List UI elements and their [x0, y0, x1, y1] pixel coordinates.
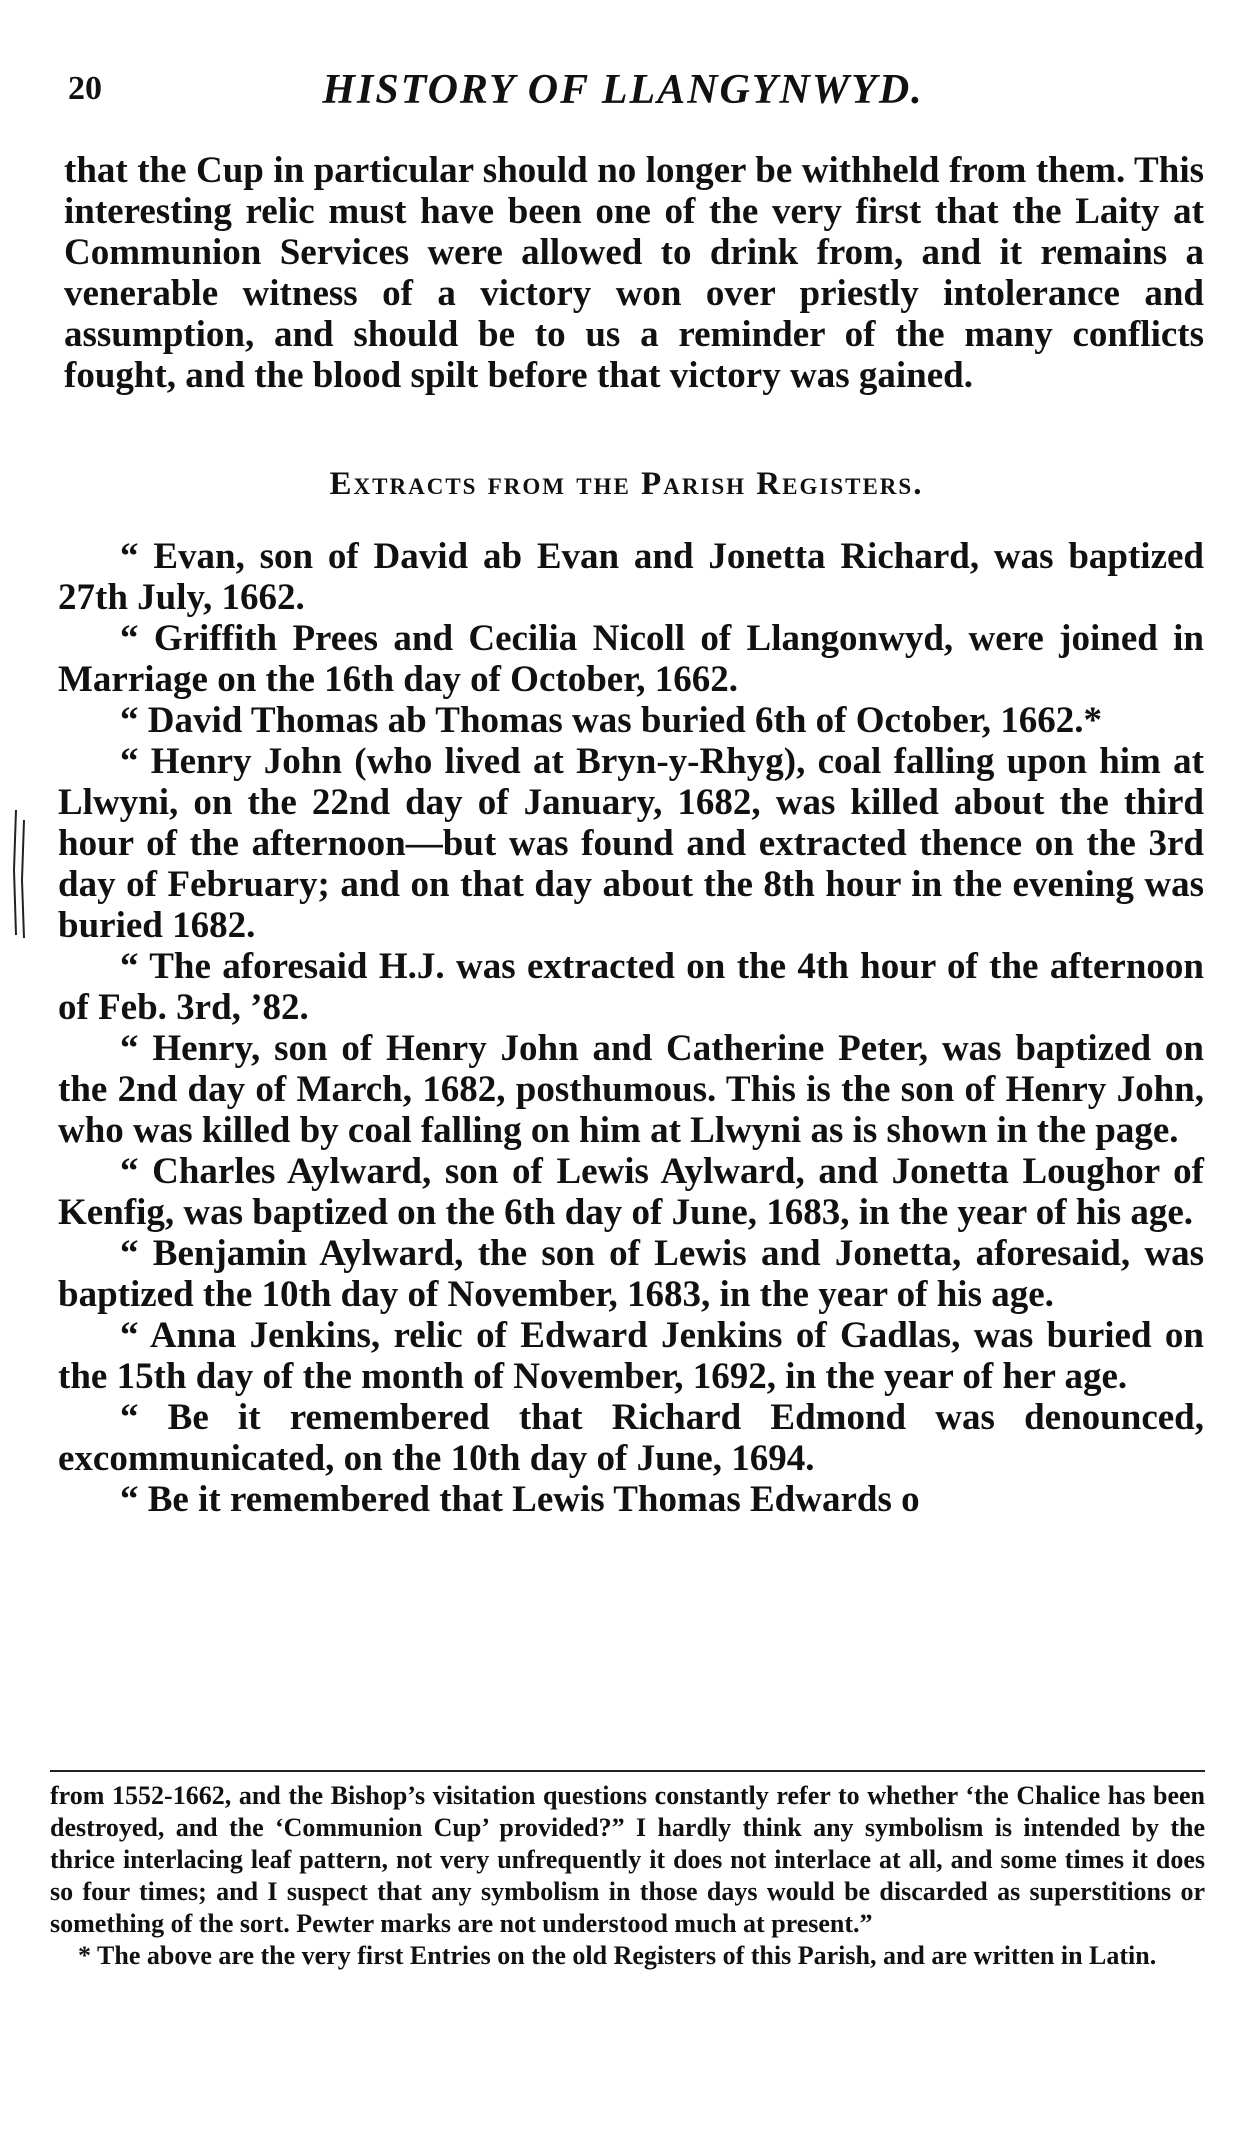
footnote-asterisk: * The above are the very first Entries on the old Registers of this Parish, and are written in Latin.	[78, 1941, 1157, 1970]
footnote-divider	[50, 1770, 1205, 1772]
footnotes	[50, 1780, 1205, 1972]
register-entry: “ David Thomas ab Thomas was buried 6th of October, 1662.*	[120, 700, 1103, 741]
margin-pencil-mark	[10, 810, 30, 940]
register-entry: “ Be it remembered that Lewis Thomas Edwards o	[120, 1479, 920, 1520]
register-extracts	[58, 536, 1204, 1520]
register-entry: “ Henry John (who lived at Bryn-y-Rhyg), coal falling upon him at Llwyni, on the 22nd day of January, 1682, was killed about the third hour of the afternoon—but was found and extracted thence on the 3rd day of February; and on that day about the 8th hour in the evening was buried 1682.	[58, 741, 1204, 946]
running-title: HISTORY OF LLANGYNWYD.	[322, 67, 924, 113]
register-entry: “ Evan, son of David ab Evan and Jonetta Richard, was baptized 27th July, 1662.	[58, 536, 1204, 618]
register-entry: “ Griffith Prees and Cecilia Nicoll of Llangonwyd, were joined in Marriage on the 16th day of October, 1662.	[58, 618, 1204, 700]
register-entry: “ Be it remembered that Richard Edmond was denounced, excommunicated, on the 10th day of June, 1694.	[58, 1397, 1204, 1479]
register-entry: “ Charles Aylward, son of Lewis Aylward, and Jonetta Loughor of Kenfig, was baptized on the 6th day of June, 1683, in the year of his age.	[58, 1151, 1204, 1233]
intro-paragraph-block	[64, 150, 1204, 396]
page-number: 20	[68, 70, 102, 107]
footnote-continued: from 1552-1662, and the Bishop’s visitation questions constantly refer to whether ‘the Chalice has been destroyed, and the ‘Communion Cup’ provided?” I hardly think any symbolism is intended by the thrice interlacing leaf pattern, not very unfrequently it does not interlace at all, and some times it does so four times; and I suspect that any symbolism in those days would be discarded as superstitions or something of the sort. Pewter marks are not understood much at present.”	[50, 1781, 1205, 1938]
register-entry: “ Anna Jenkins, relic of Edward Jenkins of Gadlas, was buried on the 15th day of the month of November, 1692, in the year of her age.	[58, 1315, 1204, 1397]
intro-paragraph: that the Cup in particular should no longer be withheld from them. This interesting relic must have been one of the very first that the Laity at Communion Services were allowed to drink from, and it remains a venerable witness of a victory won over priestly intolerance and assumption, and should be to us a reminder of the many conflicts fought, and the blood spilt before that victory was gained.	[64, 150, 1204, 396]
page-header	[68, 66, 1178, 116]
register-entry: “ Benjamin Aylward, the son of Lewis and Jonetta, aforesaid, was baptized the 10th day of November, 1683, in the year of his age.	[58, 1233, 1204, 1315]
section-heading: Extracts from the Parish Registers.	[329, 466, 924, 502]
register-entry: “ Henry, son of Henry John and Catherine Peter, was baptized on the 2nd day of March, 1682, posthumous. This is the son of Henry John, who was killed by coal falling on him at Llwyni as is shown in the page.	[58, 1028, 1204, 1151]
register-entry: “ The aforesaid H.J. was extracted on the 4th hour of the afternoon of Feb. 3rd, ’82.	[58, 946, 1204, 1028]
